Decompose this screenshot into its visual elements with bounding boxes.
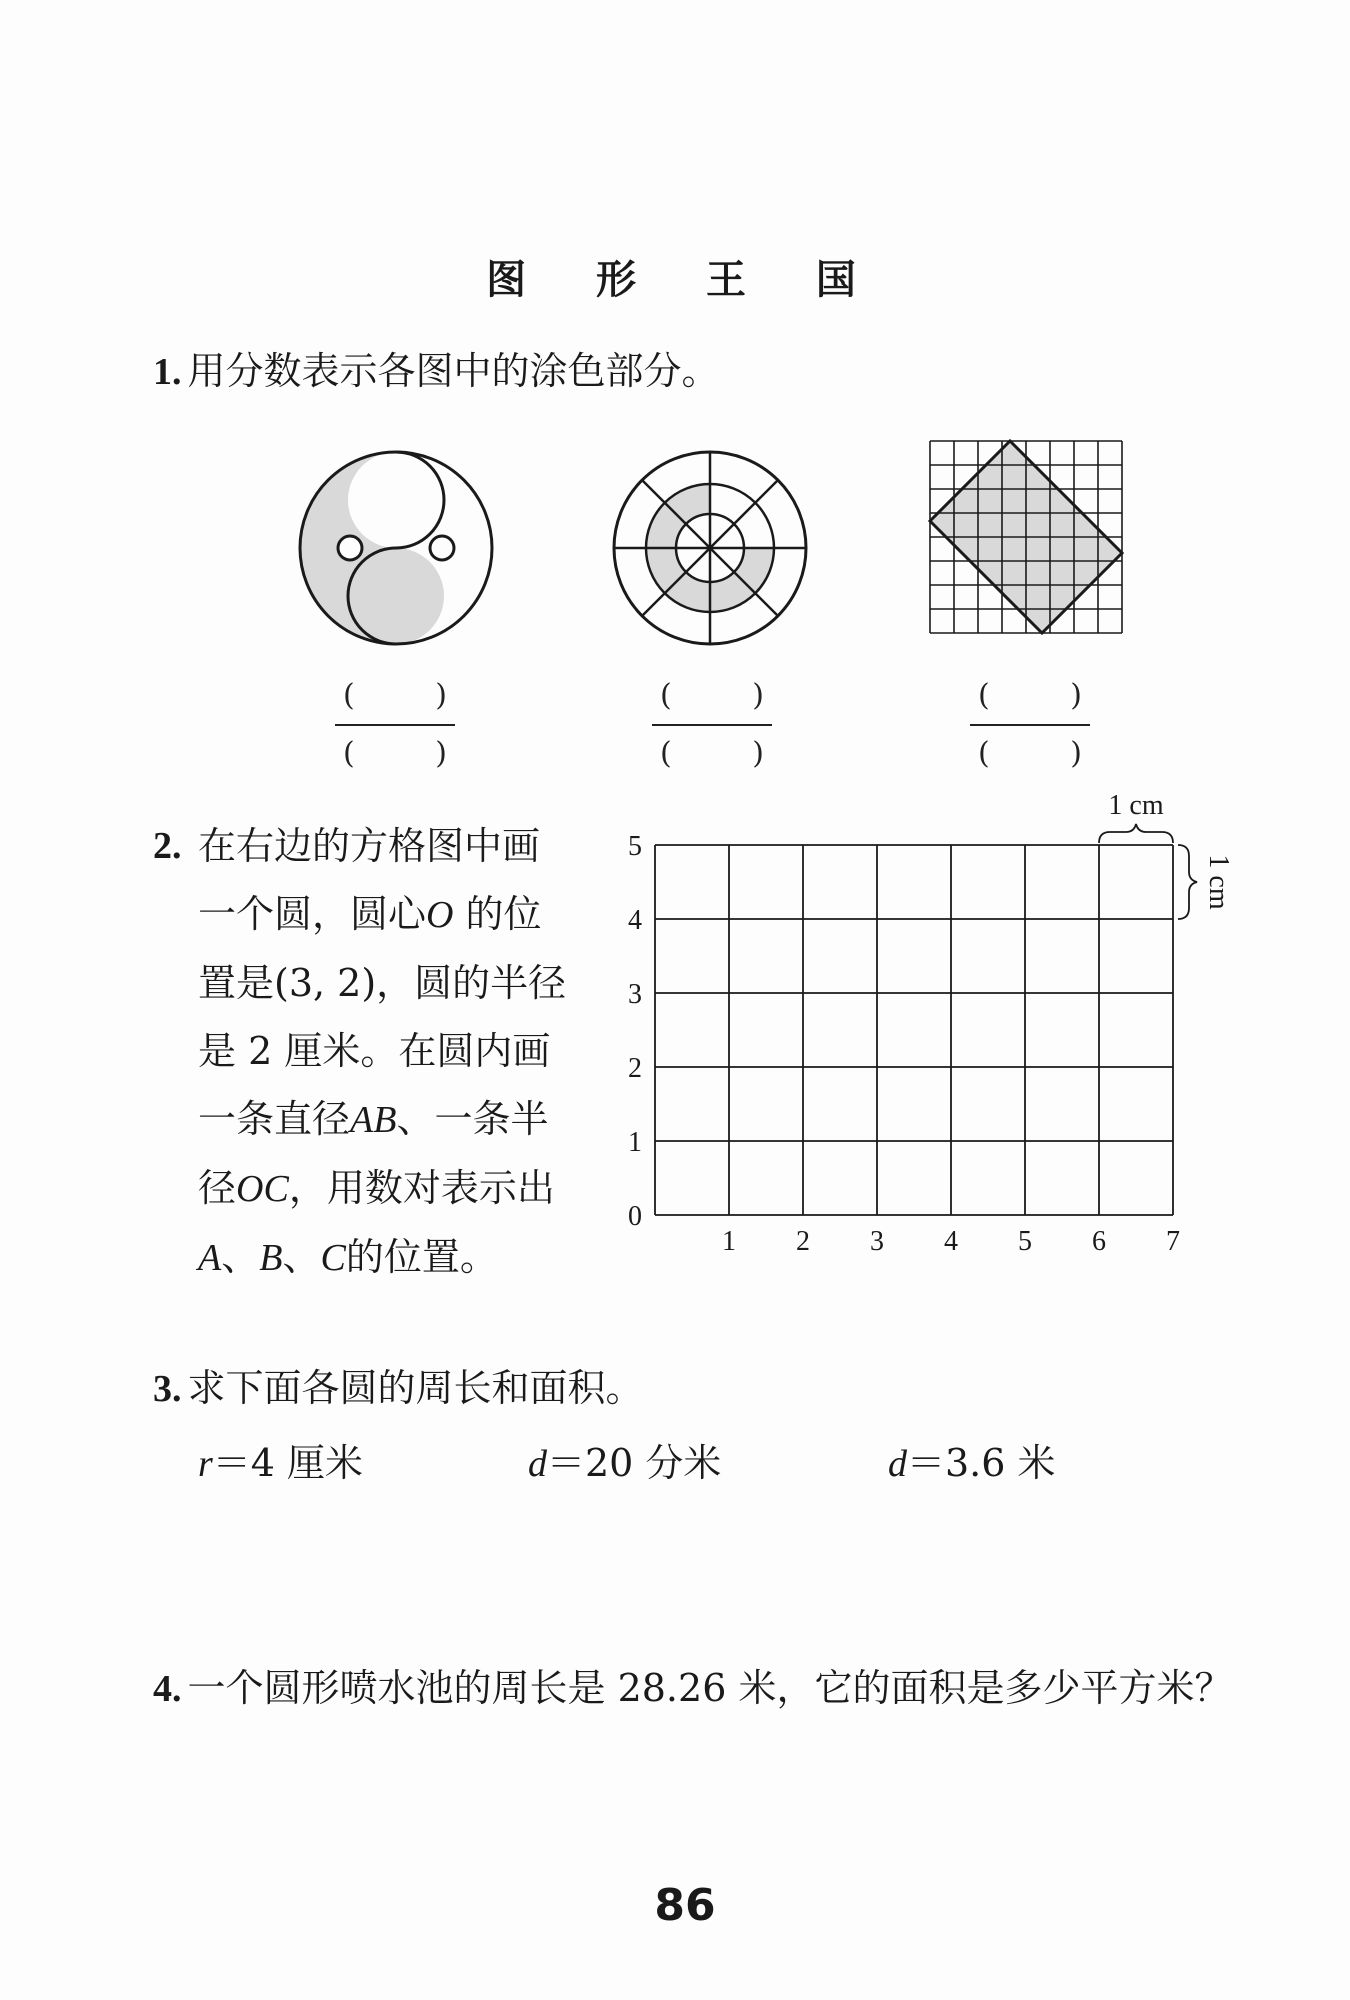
unit-label-vertical: 1 cm [1203, 854, 1234, 910]
q2-line-4: 是 2 厘米。在圆内画 [198, 1029, 551, 1073]
q3-item-2: d＝20 分米 [528, 1441, 722, 1485]
x-tick-7: 7 [1166, 1226, 1180, 1257]
paren-open: ( [660, 736, 672, 771]
unit-brace-horizontal [1099, 824, 1173, 843]
unit-label-horizontal: 1 cm [1108, 790, 1164, 821]
y-tick-5: 5 [628, 831, 642, 862]
question-4-text: 一个圆形喷水池的周长是 28.26 米，它的面积是多少平方米？ [187, 1666, 1233, 1710]
fraction-bar [335, 724, 455, 726]
fraction-blank-3[interactable] [970, 676, 1090, 774]
paren-close: ) [752, 736, 764, 771]
y-tick-2: 2 [628, 1053, 642, 1084]
question-4-number: 4. [153, 1668, 182, 1710]
page-title: 图 形 王 国 [486, 257, 884, 303]
paren-close: ) [1070, 678, 1082, 713]
paren-open: ( [343, 678, 355, 713]
q2-line-3: 置是(3, 2)，圆的半径 [198, 961, 567, 1005]
x-tick-2: 2 [796, 1226, 810, 1257]
q2-line-2: 一个圆，圆心O 的位 [198, 892, 542, 936]
x-tick-1: 1 [722, 1226, 736, 1257]
x-tick-6: 6 [1092, 1226, 1106, 1257]
question-1-number: 1. [153, 351, 182, 393]
grid-lines [655, 845, 1173, 1215]
coordinate-grid[interactable] [620, 780, 1240, 1260]
page-number: 86 [654, 1880, 716, 1931]
question-1-text: 用分数表示各图中的涂色部分。 [187, 349, 720, 393]
unit-brace-vertical [1178, 845, 1197, 919]
fraction-blank-1[interactable] [335, 676, 455, 774]
q2-line-5: 一条直径AB、一条半 [198, 1097, 549, 1141]
x-tick-5: 5 [1018, 1226, 1032, 1257]
paren-open: ( [978, 678, 990, 713]
q3-item-3: d＝3.6 米 [888, 1441, 1056, 1485]
question-2-number: 2. [153, 825, 182, 867]
y-tick-1: 1 [628, 1127, 642, 1158]
q3-item-1: r＝4 厘米 [198, 1441, 364, 1485]
fraction-bar [970, 724, 1090, 726]
q2-line-6: 径OC，用数对表示出 [198, 1166, 555, 1210]
q2-line-1: 在右边的方格图中画 [198, 824, 541, 868]
y-tick-4: 4 [628, 905, 642, 936]
paren-close: ) [752, 678, 764, 713]
paren-open: ( [660, 678, 672, 713]
question-3-number: 3. [153, 1368, 182, 1410]
fraction-blank-2[interactable] [652, 676, 772, 774]
q2-line-7: A、B、C的位置。 [198, 1235, 498, 1279]
question-1 [153, 338, 720, 405]
paren-open: ( [978, 736, 990, 771]
x-tick-4: 4 [944, 1226, 958, 1257]
question-3 [153, 1355, 644, 1422]
grid-square-figure [926, 437, 1126, 637]
question-2-number-wrap [153, 812, 188, 879]
concentric-circle-figure [612, 450, 808, 646]
question-2-text [198, 812, 566, 1292]
paren-close: ) [435, 678, 447, 713]
question-4 [153, 1655, 1232, 1722]
y-tick-0: 0 [628, 1201, 642, 1232]
yin-yang-figure [298, 450, 494, 646]
y-tick-3: 3 [628, 979, 642, 1010]
x-tick-3: 3 [870, 1226, 884, 1257]
question-3-text: 求下面各圆的周长和面积。 [187, 1366, 644, 1410]
fraction-bar [652, 724, 772, 726]
paren-open: ( [343, 736, 355, 771]
paren-close: ) [435, 736, 447, 771]
paren-close: ) [1070, 736, 1082, 771]
